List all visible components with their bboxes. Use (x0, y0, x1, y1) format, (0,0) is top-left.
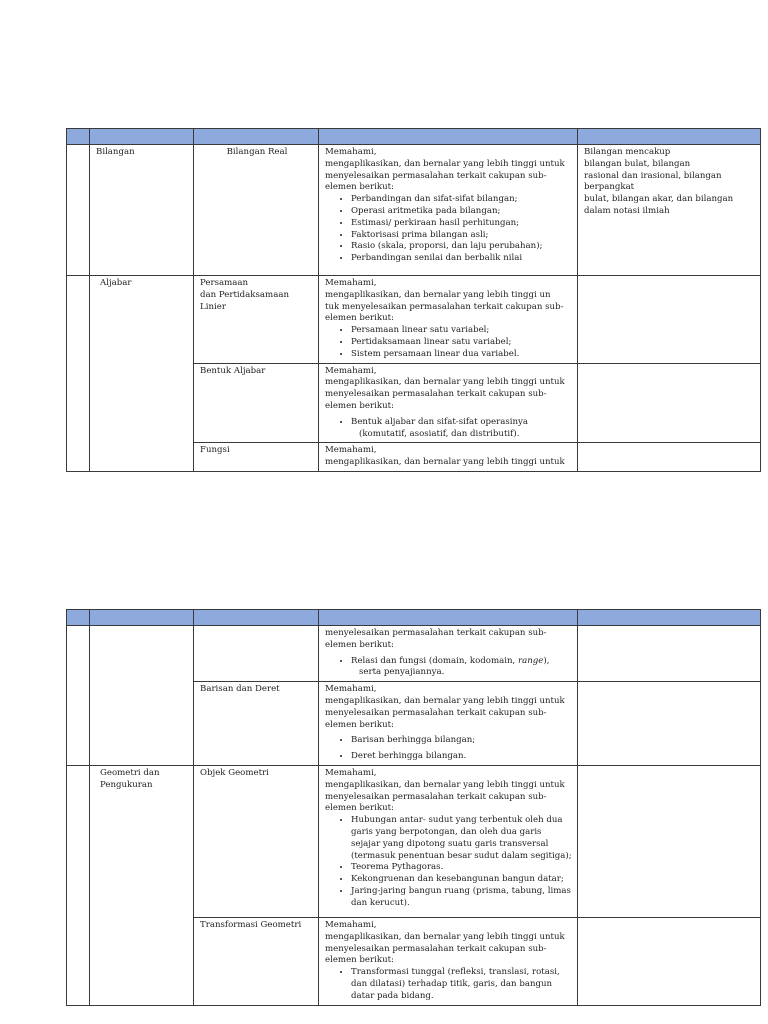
description-cell (319, 626, 578, 682)
list-item: • Deret berhingga bilangan. (351, 751, 573, 763)
desc-line: menyelesaikan permasalahan terkait cakupan sub- (325, 707, 547, 718)
number-cell (67, 145, 90, 276)
notes-cell (578, 363, 761, 443)
bullet-list (325, 815, 573, 909)
list-item-emphasis: range (517, 655, 544, 666)
description-cell (319, 443, 578, 472)
description-cell (319, 363, 578, 443)
number-cell (67, 765, 90, 1005)
list-item-text: serta penyajiannya. (359, 667, 445, 678)
header-cell (67, 610, 90, 626)
subelement-cell (194, 276, 319, 364)
list-item: • Jaring-jaring bangun ruang (prisma, tabung, limas dan kerucut). (351, 886, 573, 910)
note-line: bulat, bilangan akar, dan bilangan (584, 194, 734, 205)
list-item: • Faktorisasi prima bilangan asli; (351, 230, 573, 242)
header-cell (194, 610, 319, 626)
desc-line: mengaplikasikan, dan bernalar yang lebih tinggi untuk (325, 931, 565, 942)
list-item: • Perbandingan dan sifat-sifat bilangan; (351, 194, 573, 206)
list-item-text: ), (543, 655, 550, 666)
header-cell (319, 610, 578, 626)
table-row (67, 765, 761, 917)
notes-cell (578, 443, 761, 472)
notes-cell (578, 917, 761, 1005)
subelement-name: Objek Geometri (200, 767, 269, 778)
curriculum-table-1 (66, 128, 761, 472)
desc-line: elemen berikut: (325, 313, 394, 324)
list-item-text: Bentuk aljabar dan sifat-sifat operasinya (351, 416, 529, 427)
subelement-name: Bentuk Aljabar (200, 365, 266, 376)
list-item: • Teorema Pythagoras. (351, 862, 573, 874)
list-item: • Operasi aritmetika pada bilangan; (351, 206, 573, 218)
description-cell (319, 145, 578, 276)
description-cell (319, 917, 578, 1005)
subelement-name: Transformasi Geometri (200, 919, 302, 930)
element-name: Bilangan (96, 147, 135, 157)
desc-line: mengaplikasikan, dan bernalar yang lebih tinggi untuk (325, 457, 565, 468)
table-row (67, 276, 761, 364)
bullet-list (325, 417, 573, 441)
list-item: • Perbandingan senilai dan berbalik nilai (351, 253, 573, 265)
desc-line: Memahami, (325, 919, 377, 930)
list-item-text: (komutatif, asosiatif, dan distributif). (359, 428, 520, 439)
header-cell (67, 129, 90, 145)
subelement-cell (194, 363, 319, 443)
subelement-cell (194, 443, 319, 472)
desc-line: menyelesaikan permasalahan terkait cakupan sub- (325, 628, 547, 638)
desc-line: mengaplikasikan, dan bernalar yang lebih tinggi untuk (325, 779, 565, 790)
desc-line: elemen berikut: (325, 803, 394, 814)
subelement-line: Persamaan (200, 278, 249, 288)
desc-line: tuk menyelesaikan permasalahan terkait cakupan sub- (325, 301, 564, 312)
desc-line: Memahami, (325, 147, 377, 157)
list-item: • Hubungan antar- sudut yang terbentuk oleh dua garis yang berpotongan, dan oleh dua garis sejajar yang dipotong suatu garis transversal (termasuk penentuan besar sudut dalam segitiga); (351, 815, 573, 862)
desc-line: Memahami, (325, 365, 377, 376)
desc-line: elemen berikut: (325, 719, 394, 730)
element-name: Aljabar (100, 278, 132, 288)
desc-line: elemen berikut: (325, 639, 394, 650)
notes-cell (578, 682, 761, 766)
desc-line: Memahami, (325, 445, 377, 456)
list-item: • Transformasi tunggal (refleksi, translasi, rotasi, dan dilatasi) terhadap titik, garis, dan bangun datar pada bidang. (351, 967, 573, 1002)
note-line: berpangkat (584, 182, 635, 193)
desc-line: menyelesaikan permasalahan terkait cakupan sub- (325, 170, 547, 181)
header-cell (90, 610, 194, 626)
note-line: Bilangan mencakup (584, 147, 671, 157)
header-cell (578, 610, 761, 626)
number-cell (67, 276, 90, 472)
element-cell (90, 626, 194, 766)
desc-line: mengaplikasikan, dan bernalar yang lebih tinggi untuk (325, 695, 565, 706)
subelement-cell (194, 626, 319, 682)
description-cell (319, 276, 578, 364)
desc-line: mengaplikasikan, dan bernalar yang lebih tinggi untuk (325, 377, 565, 388)
table-header-row (67, 129, 761, 145)
bullet-list (325, 967, 573, 1002)
subelement-name: Bilangan Real (226, 147, 288, 157)
list-item: • Persamaan linear satu variabel; (351, 325, 573, 337)
list-item: • Pertidaksamaan linear satu variabel; (351, 337, 573, 349)
desc-line: Memahami, (325, 278, 377, 288)
element-cell (90, 145, 194, 276)
element-line: Geometri dan (100, 767, 160, 778)
curriculum-table-2 (66, 609, 761, 1006)
bullet-list (325, 325, 573, 360)
header-cell (194, 129, 319, 145)
list-item: • Barisan berhingga bilangan; (351, 735, 573, 747)
element-line: Pengukuran (100, 779, 153, 790)
subelement-cell (194, 145, 319, 276)
desc-line: Memahami, (325, 767, 377, 778)
desc-line: Memahami, (325, 684, 377, 695)
table-row (67, 626, 761, 682)
bullet-list (325, 735, 573, 763)
desc-line: menyelesaikan permasalahan terkait cakupan sub- (325, 389, 547, 400)
number-cell (67, 626, 90, 766)
header-cell (90, 129, 194, 145)
subelement-name: Fungsi (200, 445, 230, 456)
list-item: • Estimasi/ perkiraan hasil perhitungan; (351, 218, 573, 230)
subelement-cell (194, 765, 319, 917)
subelement-line: Linier (200, 301, 226, 312)
subelement-cell (194, 682, 319, 766)
notes-cell (578, 145, 761, 276)
desc-line: elemen berikut: (325, 182, 394, 193)
notes-cell (578, 276, 761, 364)
subelement-cell (194, 917, 319, 1005)
bullet-list (325, 656, 573, 680)
desc-line: mengaplikasikan, dan bernalar yang lebih tinggi un (325, 289, 551, 300)
subelement-line: dan Pertidaksamaan (200, 289, 289, 300)
note-line: bilangan bulat, bilangan (584, 158, 691, 169)
list-item: • Rasio (skala, proporsi, dan laju perubahan); (351, 241, 573, 253)
desc-line: elemen berikut: (325, 955, 394, 966)
list-item: • Kekongruenan dan kesebangunan bangun datar; (351, 874, 573, 886)
bullet-list (325, 194, 573, 265)
notes-cell (578, 765, 761, 917)
header-cell (578, 129, 761, 145)
description-cell (319, 682, 578, 766)
notes-cell (578, 626, 761, 682)
list-item (351, 656, 573, 680)
element-cell (90, 765, 194, 1005)
table-header-row (67, 610, 761, 626)
note-line: dalam notasi ilmiah (584, 205, 670, 216)
desc-line: menyelesaikan permasalahan terkait cakupan sub- (325, 943, 547, 954)
desc-line: menyelesaikan permasalahan terkait cakupan sub- (325, 791, 547, 802)
desc-line: mengaplikasikan, dan bernalar yang lebih tinggi untuk (325, 158, 565, 169)
table-row (67, 145, 761, 276)
subelement-name: Barisan dan Deret (200, 684, 280, 695)
list-item (351, 417, 573, 441)
header-cell (319, 129, 578, 145)
note-line: rasional dan irasional, bilangan (584, 170, 722, 181)
list-item: • Sistem persamaan linear dua variabel. (351, 349, 573, 361)
description-cell (319, 765, 578, 917)
element-cell (90, 276, 194, 472)
list-item-text: Relasi dan fungsi (domain, kodomain, (351, 655, 518, 666)
desc-line: elemen berikut: (325, 400, 394, 411)
